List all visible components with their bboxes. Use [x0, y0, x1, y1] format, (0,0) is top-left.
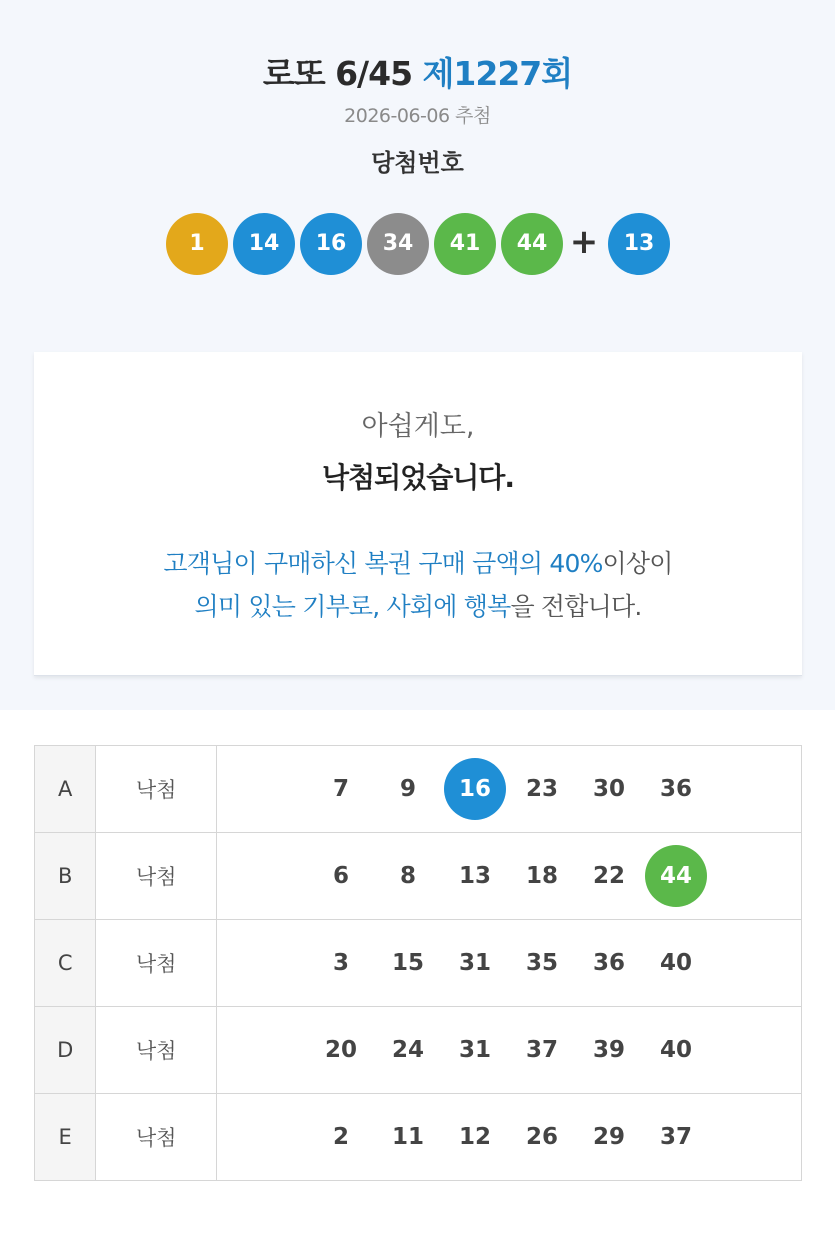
round-number: 제1227회 [422, 54, 573, 93]
game-number: 40 [659, 1037, 692, 1063]
game-number: 40 [659, 950, 692, 976]
game-row [35, 833, 802, 920]
winning-ball: 1 [166, 213, 228, 275]
game-number: 20 [324, 1037, 357, 1063]
page-title [0, 48, 835, 95]
result-sub-text: 아쉽게도, [361, 411, 475, 442]
game-number: 12 [458, 1124, 491, 1150]
game-number: 26 [525, 1124, 558, 1150]
game-number: 31 [458, 1037, 491, 1063]
game-number: 35 [525, 950, 558, 976]
matched-number: 44 [645, 845, 707, 907]
game-number: 18 [525, 863, 558, 889]
game-label: C [35, 920, 96, 1007]
winning-ball: 41 [434, 213, 496, 275]
game-result: 낙첨 [96, 920, 217, 1007]
game-number: 13 [458, 863, 491, 889]
game-row [35, 1094, 802, 1181]
game-number: 15 [391, 950, 424, 976]
game-result: 낙첨 [96, 833, 217, 920]
result-main-text: 낙첨되었습니다. [322, 461, 514, 494]
donation-text: 이상이 [602, 549, 673, 578]
game-number: 24 [391, 1037, 424, 1063]
game-number: 23 [525, 776, 558, 802]
winning-ball: 34 [367, 213, 429, 275]
game-numbers [216, 746, 801, 833]
game-row [35, 746, 802, 833]
winning-ball: 14 [233, 213, 295, 275]
game-result: 낙첨 [96, 1094, 217, 1181]
matched-number: 16 [444, 758, 506, 820]
game-number: 29 [592, 1124, 625, 1150]
game-number: 9 [399, 776, 416, 802]
game-number: 31 [458, 950, 491, 976]
game-number: 22 [592, 863, 625, 889]
donation-message [34, 542, 802, 628]
game-row [35, 1007, 802, 1094]
plus-icon: + [569, 222, 599, 262]
game-row [35, 920, 802, 1007]
game-number: 39 [592, 1037, 625, 1063]
ticket-games-table [34, 745, 802, 1181]
game-label: A [35, 746, 96, 833]
bonus-ball: 13 [608, 213, 670, 275]
game-number: 11 [391, 1124, 424, 1150]
game-numbers [216, 1094, 801, 1181]
donation-highlight: 의미 있는 기부로, 사회에 행복 [194, 592, 511, 621]
game-number: 3 [332, 950, 349, 976]
game-result: 낙첨 [96, 746, 217, 833]
game-result: 낙첨 [96, 1007, 217, 1094]
lotto-name: 로또 6/45 [262, 54, 413, 93]
game-number: 36 [659, 776, 692, 802]
game-label: D [35, 1007, 96, 1094]
winning-ball-row [0, 213, 835, 275]
game-number: 36 [592, 950, 625, 976]
game-number: 2 [332, 1124, 349, 1150]
game-number: 37 [659, 1124, 692, 1150]
game-number: 30 [592, 776, 625, 802]
game-numbers [216, 833, 801, 920]
winning-numbers-label: 당첨번호 [371, 149, 464, 177]
game-label: B [35, 833, 96, 920]
winning-ball: 16 [300, 213, 362, 275]
game-label: E [35, 1094, 96, 1181]
game-number: 7 [332, 776, 349, 802]
game-number: 8 [399, 863, 416, 889]
donation-highlight: 고객님이 구매하신 복권 구매 금액의 40% [163, 549, 603, 578]
winning-ball: 44 [501, 213, 563, 275]
game-numbers [216, 1007, 801, 1094]
game-number: 37 [525, 1037, 558, 1063]
donation-text: 을 전합니다. [510, 592, 642, 621]
game-number: 6 [332, 863, 349, 889]
game-numbers [216, 920, 801, 1007]
result-card [34, 352, 802, 676]
draw-date: 2026-06-06 추첨 [344, 105, 491, 127]
